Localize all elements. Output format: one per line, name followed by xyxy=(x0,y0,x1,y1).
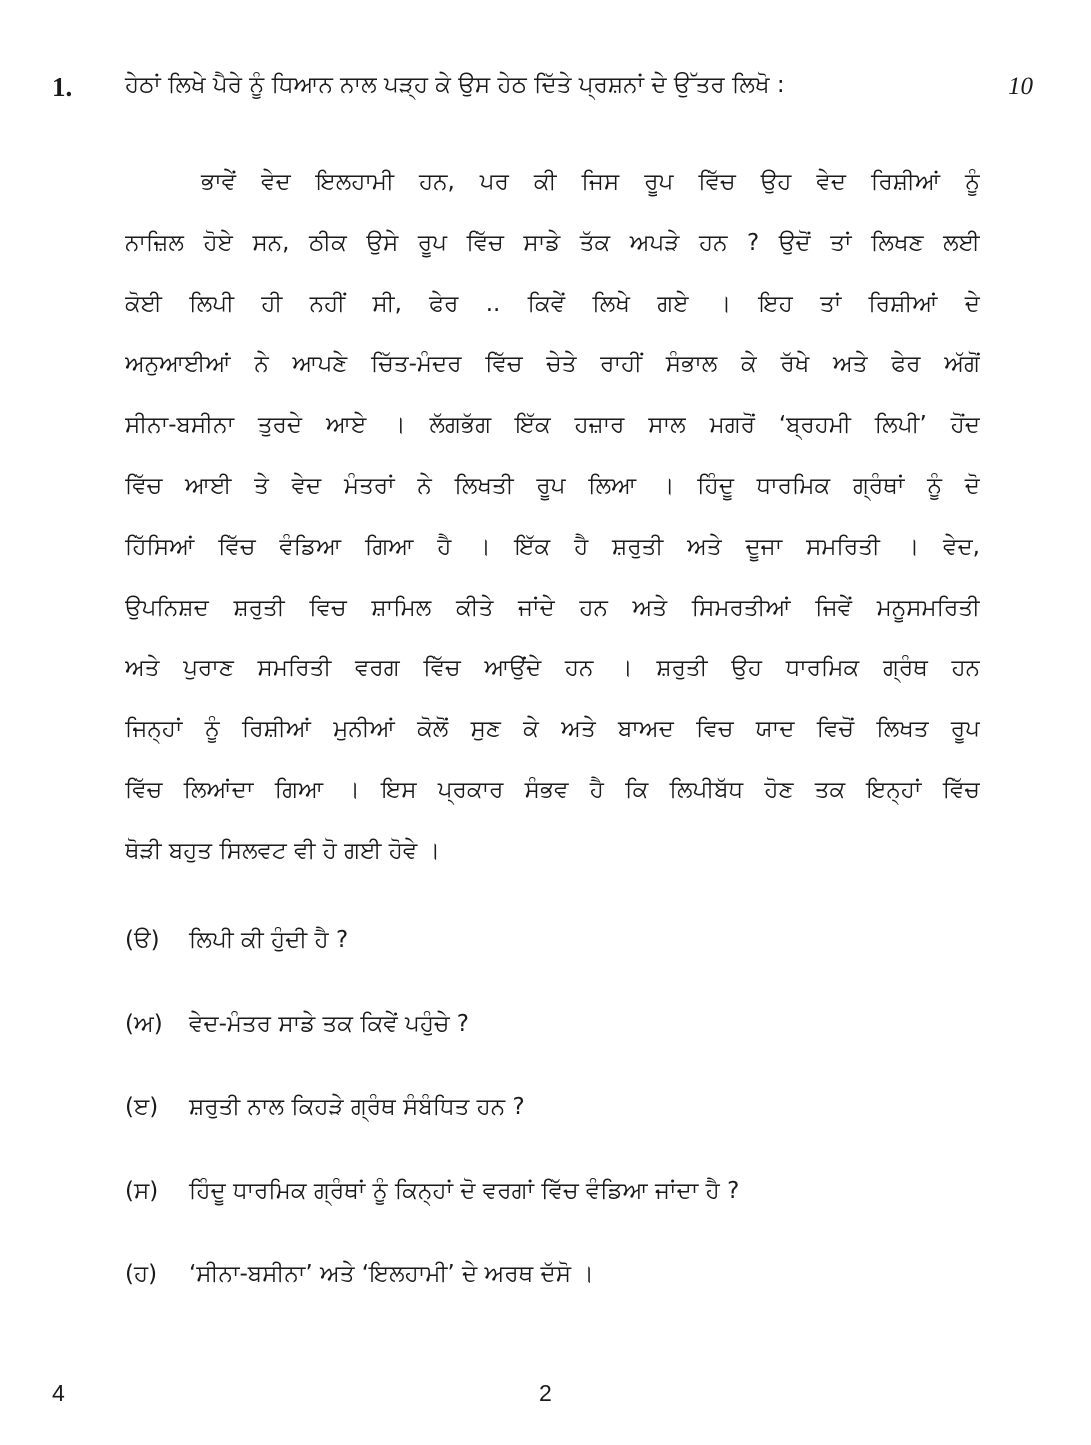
subquestion-text: ‘ਸੀਨਾ-ਬਸੀਨਾ’ ਅਤੇ ‘ਇਲਹਾਮੀ’ ਦੇ ਅਰਥ ਦੱਸੋ । xyxy=(189,1261,594,1287)
subquestion-c xyxy=(125,1087,985,1127)
subquestion-label: (ਸ) xyxy=(125,1178,159,1204)
question-marks: 10 xyxy=(1008,73,1033,100)
passage-line: ਵਿੱਚ ਲਿਆਂਦਾ ਗਿਆ । ਇਸ ਪ੍ਰਕਾਰ ਸੰਭਵ ਹੈ ਕਿ ਲਿਪੀਬੱਧ ਹੋਣ ਤਕ ਇਨ੍ਹਾਂ ਵਿੱਚ xyxy=(125,776,980,803)
subquestion-label: (ਹ) xyxy=(125,1261,158,1287)
passage-line: ਕੋਈ ਲਿਪੀ ਹੀ ਨਹੀਂ ਸੀ, ਫੇਰ .. ਕਿਵੇਂ ਲਿਖੇ ਗਏ । ਇਹ ਤਾਂ ਰਿਸ਼ੀਆਂ ਦੇ xyxy=(125,290,980,317)
footer-code: 4 xyxy=(52,1380,65,1406)
passage-line: ਉਪਨਿਸ਼ਦ ਸ਼ਰੁਤੀ ਵਿਚ ਸ਼ਾਮਿਲ ਕੀਤੇ ਜਾਂਦੇ ਹਨ ਅਤੇ ਸਿਮਰਤੀਆਂ ਜਿਵੇਂ ਮਨੂਸਮਰਿਤੀ xyxy=(125,594,980,621)
subquestion-label: (ੳ) xyxy=(125,927,160,953)
passage-line: ਅਤੇ ਪੁਰਾਣ ਸਮਰਿਤੀ ਵਰਗ ਵਿੱਚ ਆਉਂਦੇ ਹਨ । ਸ਼ਰੁਤੀ ਉਹ ਧਾਰਮਿਕ ਗ੍ਰੰਥ ਹਨ xyxy=(125,655,980,682)
subquestion-text: ਵੇਦ-ਮੰਤਰ ਸਾਡੇ ਤਕ ਕਿਵੇਂ ਪਹੁੰਚੇ ? xyxy=(189,1011,470,1037)
reading-passage xyxy=(125,153,980,883)
passage-line: ਭਾਵੇਂ ਵੇਦ ਇਲਹਾਮੀ ਹਨ, ਪਰ ਕੀ ਜਿਸ ਰੂਪ ਵਿੱਚ ਉਹ ਵੇਦ ਰਿਸ਼ੀਆਂ ਨੂੰ xyxy=(201,169,980,195)
passage-line: ਅਨੁਆਈਆਂ ਨੇ ਆਪਣੇ ਚਿੱਤ-ਮੰਦਰ ਵਿੱਚ ਚੇਤੇ ਰਾਹੀਂ ਸੰਭਾਲ ਕੇ ਰੱਖੇ ਅਤੇ ਫੇਰ ਅੱਗੋਂ xyxy=(125,351,980,378)
subquestion-text: ਲਿਪੀ ਕੀ ਹੁੰਦੀ ਹੈ ? xyxy=(189,927,349,953)
subquestion-text: ਸ਼ਰੁਤੀ ਨਾਲ ਕਿਹੜੇ ਗ੍ਰੰਥ ਸੰਬੰਧਿਤ ਹਨ ? xyxy=(189,1094,525,1120)
page-number: 2 xyxy=(539,1380,552,1406)
subquestion-label: (ੲ) xyxy=(125,1094,159,1120)
passage-line: ਹਿੱਸਿਆਂ ਵਿੱਚ ਵੰਡਿਆ ਗਿਆ ਹੈ । ਇੱਕ ਹੈ ਸ਼ਰੁਤੀ ਅਤੇ ਦੂਜਾ ਸਮਰਿਤੀ । ਵੇਦ, xyxy=(125,533,980,560)
subquestion-a xyxy=(125,920,985,960)
question-instruction: ਹੇਠਾਂ ਲਿਖੇ ਪੈਰੇ ਨੂੰ ਧਿਆਨ ਨਾਲ ਪੜ੍ਹ ਕੇ ਉਸ ਹੇਠ ਦਿੱਤੇ ਪ੍ਰਸ਼ਨਾਂ ਦੇ ਉੱਤਰ ਲਿਖੋ : xyxy=(125,72,785,98)
passage-line: ਸੀਨਾ-ਬਸੀਨਾ ਤੁਰਦੇ ਆਏ । ਲੱਗਭੱਗ ਇੱਕ ਹਜ਼ਾਰ ਸਾਲ ਮਗਰੋਂ ‘ਬ੍ਰਹਮੀ ਲਿਪੀ’ ਹੋਂਦ xyxy=(125,412,980,439)
question-number: 1. xyxy=(52,72,73,102)
subquestion-b xyxy=(125,1004,985,1044)
passage-line: ਨਾਜ਼ਿਲ ਹੋਏ ਸਨ, ਠੀਕ ਉਸੇ ਰੂਪ ਵਿੱਚ ਸਾਡੇ ਤੱਕ ਅਪੜੇ ਹਨ ? ਉਦੋਂ ਤਾਂ ਲਿਖਣ ਲਈ xyxy=(125,229,980,256)
subquestion-text: ਹਿੰਦੂ ਧਾਰਮਿਕ ਗ੍ਰੰਥਾਂ ਨੂੰ ਕਿਨ੍ਹਾਂ ਦੋ ਵਰਗਾਂ ਵਿੱਚ ਵੰਡਿਆ ਜਾਂਦਾ ਹੈ ? xyxy=(189,1178,740,1204)
subquestion-d xyxy=(125,1171,985,1211)
passage-line: ਜਿਨ੍ਹਾਂ ਨੂੰ ਰਿਸ਼ੀਆਂ ਮੁਨੀਆਂ ਕੋਲੋਂ ਸੁਣ ਕੇ ਅਤੇ ਬਾਅਦ ਵਿਚ ਯਾਦ ਵਿਚੋਂ ਲਿਖਤ ਰੂਪ xyxy=(125,716,980,743)
passage-line: ਵਿੱਚ ਆਈ ਤੇ ਵੇਦ ਮੰਤਰਾਂ ਨੇ ਲਿਖਤੀ ਰੂਪ ਲਿਆ । ਹਿੰਦੂ ਧਾਰਮਿਕ ਗ੍ਰੰਥਾਂ ਨੂੰ ਦੋ xyxy=(125,472,980,499)
passage-line: ਥੋੜੀ ਬਹੁਤ ਸਿਲਵਟ ਵੀ ਹੋ ਗਈ ਹੋਵੇ । xyxy=(125,837,441,864)
subquestion-label: (ਅ) xyxy=(125,1011,163,1037)
subquestion-e xyxy=(125,1254,985,1294)
